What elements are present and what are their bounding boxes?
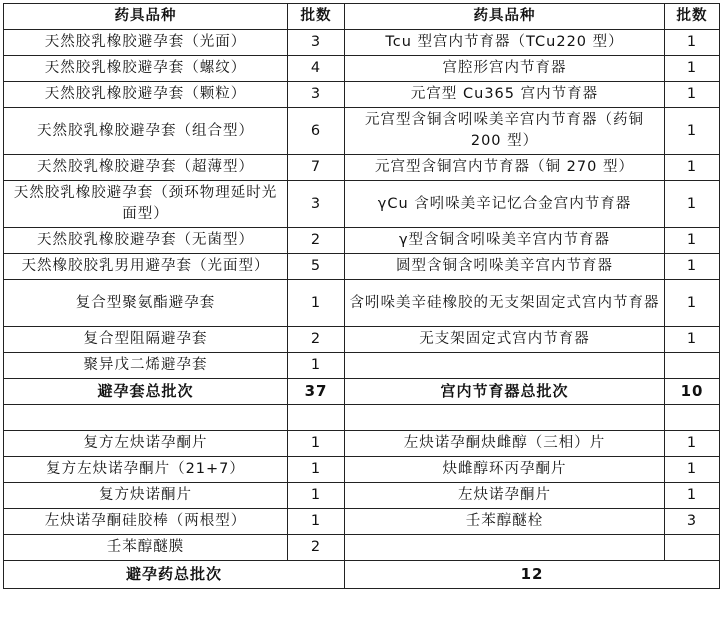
right-count-cell: 1 xyxy=(665,181,720,228)
left-count-cell: 3 xyxy=(288,181,345,228)
left-count-cell: 1 xyxy=(288,431,345,457)
header-drug-left: 药具品种 xyxy=(4,4,288,30)
left-drug-cell: 左炔诺孕酮硅胶棒（两根型） xyxy=(4,509,288,535)
drug-total-label: 避孕药总批次 xyxy=(4,561,345,589)
right-count-cell: 1 xyxy=(665,483,720,509)
left-count-cell: 1 xyxy=(288,457,345,483)
left-drug-cell: 复方左炔诺孕酮片（21+7） xyxy=(4,457,288,483)
right-drug-cell xyxy=(345,535,665,561)
right-count-cell: 1 xyxy=(665,228,720,254)
table-row xyxy=(4,353,720,379)
right-count-cell: 1 xyxy=(665,254,720,280)
right-count-cell: 1 xyxy=(665,280,720,327)
right-drug-cell: γ型含铜含吲哚美辛宫内节育器 xyxy=(345,228,665,254)
left-drug-cell: 复方炔诺酮片 xyxy=(4,483,288,509)
header-row xyxy=(4,4,720,30)
iud-total-label: 宫内节育器总批次 xyxy=(345,379,665,405)
right-drug-cell: 含吲哚美辛硅橡胶的无支架固定式宫内节育器 xyxy=(345,280,665,327)
right-drug-cell: Tcu 型宫内节育器（TCu220 型） xyxy=(345,30,665,56)
right-count-cell: 1 xyxy=(665,82,720,108)
table-row xyxy=(4,228,720,254)
contraceptive-batch-table xyxy=(3,3,720,589)
table-row xyxy=(4,327,720,353)
condom-total-label: 避孕套总批次 xyxy=(4,379,288,405)
right-drug-cell: 元宫型含铜含吲哚美辛宫内节育器（药铜 200 型） xyxy=(345,108,665,155)
left-count-cell: 2 xyxy=(288,228,345,254)
left-count-cell: 6 xyxy=(288,108,345,155)
right-count-cell: 1 xyxy=(665,108,720,155)
right-drug-cell: 壬苯醇醚栓 xyxy=(345,509,665,535)
right-drug-cell: γCu 含吲哚美辛记忆合金宫内节育器 xyxy=(345,181,665,228)
subtotal-row xyxy=(4,379,720,405)
left-drug-cell: 天然胶乳橡胶避孕套（组合型） xyxy=(4,108,288,155)
right-count-cell: 3 xyxy=(665,509,720,535)
left-drug-cell: 天然胶乳橡胶避孕套（螺纹） xyxy=(4,56,288,82)
empty-cell xyxy=(345,405,665,431)
left-count-cell: 5 xyxy=(288,254,345,280)
left-drug-cell: 天然胶乳橡胶避孕套（超薄型） xyxy=(4,155,288,181)
table-body xyxy=(4,4,720,589)
right-drug-cell: 圆型含铜含吲哚美辛宫内节育器 xyxy=(345,254,665,280)
left-drug-cell: 复方左炔诺孕酮片 xyxy=(4,431,288,457)
left-count-cell: 1 xyxy=(288,483,345,509)
left-count-cell: 3 xyxy=(288,82,345,108)
right-count-cell: 1 xyxy=(665,56,720,82)
table-row xyxy=(4,82,720,108)
right-drug-cell: 元宫型 Cu365 宫内节育器 xyxy=(345,82,665,108)
left-drug-cell: 天然胶乳橡胶避孕套（无菌型） xyxy=(4,228,288,254)
left-drug-cell: 天然橡胶胶乳男用避孕套（光面型） xyxy=(4,254,288,280)
left-count-cell: 1 xyxy=(288,280,345,327)
right-count-cell: 1 xyxy=(665,155,720,181)
table-row xyxy=(4,431,720,457)
header-count-left: 批数 xyxy=(288,4,345,30)
right-drug-cell xyxy=(345,353,665,379)
table-row xyxy=(4,509,720,535)
right-drug-cell: 宫腔形宫内节育器 xyxy=(345,56,665,82)
right-count-cell: 1 xyxy=(665,457,720,483)
right-drug-cell: 左炔诺孕酮片 xyxy=(345,483,665,509)
right-drug-cell: 元宫型含铜宫内节育器（铜 270 型） xyxy=(345,155,665,181)
right-count-cell: 1 xyxy=(665,30,720,56)
right-count-cell: 1 xyxy=(665,327,720,353)
left-drug-cell: 天然胶乳橡胶避孕套（颈环物理延时光面型） xyxy=(4,181,288,228)
left-drug-cell: 天然胶乳橡胶避孕套（颗粒） xyxy=(4,82,288,108)
table-row xyxy=(4,56,720,82)
left-drug-cell: 天然胶乳橡胶避孕套（光面） xyxy=(4,30,288,56)
left-drug-cell: 壬苯醇醚膜 xyxy=(4,535,288,561)
drug-total-count: 12 xyxy=(345,561,720,589)
left-count-cell: 1 xyxy=(288,353,345,379)
empty-cell xyxy=(288,405,345,431)
right-drug-cell: 无支架固定式宫内节育器 xyxy=(345,327,665,353)
right-count-cell: 1 xyxy=(665,431,720,457)
right-count-cell xyxy=(665,353,720,379)
empty-cell xyxy=(665,405,720,431)
table-row xyxy=(4,181,720,228)
header-drug-right: 药具品种 xyxy=(345,4,665,30)
table-row xyxy=(4,254,720,280)
left-drug-cell: 聚异戊二烯避孕套 xyxy=(4,353,288,379)
table-row xyxy=(4,535,720,561)
header-count-right: 批数 xyxy=(665,4,720,30)
table-row xyxy=(4,30,720,56)
iud-total-count: 10 xyxy=(665,379,720,405)
table-row xyxy=(4,108,720,155)
left-count-cell: 7 xyxy=(288,155,345,181)
table-row xyxy=(4,280,720,327)
table-row xyxy=(4,457,720,483)
left-count-cell: 2 xyxy=(288,327,345,353)
left-count-cell: 3 xyxy=(288,30,345,56)
drug-total-row xyxy=(4,561,720,589)
left-drug-cell: 复合型阻隔避孕套 xyxy=(4,327,288,353)
right-drug-cell: 炔雌醇环丙孕酮片 xyxy=(345,457,665,483)
left-count-cell: 4 xyxy=(288,56,345,82)
table-row xyxy=(4,155,720,181)
left-drug-cell: 复合型聚氨酯避孕套 xyxy=(4,280,288,327)
empty-cell xyxy=(4,405,288,431)
condom-total-count: 37 xyxy=(288,379,345,405)
left-count-cell: 2 xyxy=(288,535,345,561)
right-drug-cell: 左炔诺孕酮炔雌醇（三相）片 xyxy=(345,431,665,457)
right-count-cell xyxy=(665,535,720,561)
left-count-cell: 1 xyxy=(288,509,345,535)
spacer-row xyxy=(4,405,720,431)
table-row xyxy=(4,483,720,509)
